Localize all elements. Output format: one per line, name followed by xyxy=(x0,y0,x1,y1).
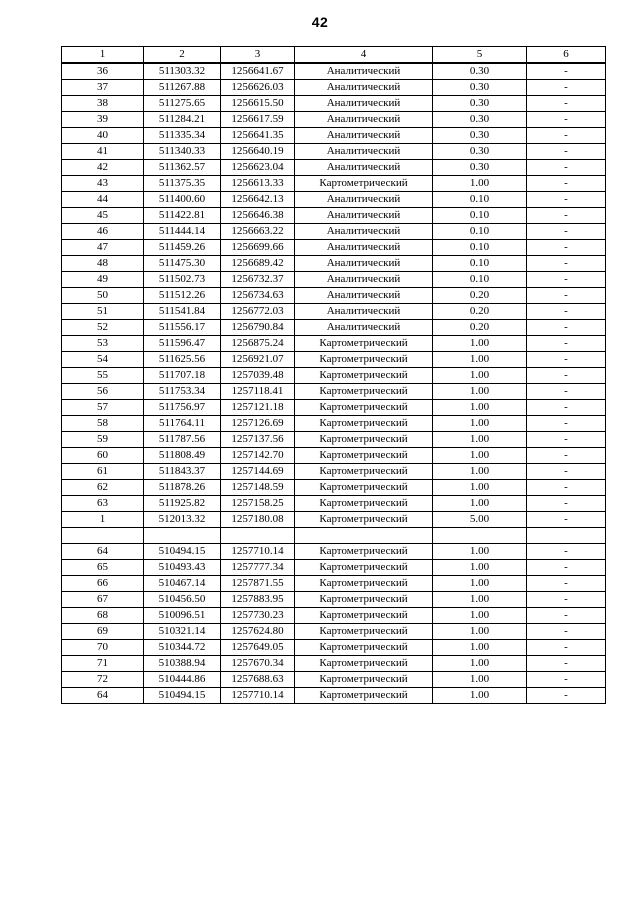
x-coordinate-cell: 511756.97 xyxy=(144,400,221,416)
x-coordinate-cell: 511475.30 xyxy=(144,256,221,272)
y-coordinate-cell: 1257144.69 xyxy=(221,464,295,480)
point-number-cell: 66 xyxy=(62,576,144,592)
note-cell: - xyxy=(527,464,606,480)
method-cell: Картометрический xyxy=(295,560,433,576)
method-cell: Картометрический xyxy=(295,624,433,640)
note-cell: - xyxy=(527,256,606,272)
note-cell: - xyxy=(527,592,606,608)
point-number-cell: 40 xyxy=(62,128,144,144)
y-coordinate-cell: 1257883.95 xyxy=(221,592,295,608)
x-coordinate-cell: 511375.35 xyxy=(144,176,221,192)
note-cell: - xyxy=(527,448,606,464)
method-cell: Картометрический xyxy=(295,416,433,432)
table-header-row xyxy=(62,47,606,64)
method-cell: Аналитический xyxy=(295,80,433,96)
x-coordinate-cell: 511596.47 xyxy=(144,336,221,352)
method-cell: Картометрический xyxy=(295,368,433,384)
note-cell: - xyxy=(527,160,606,176)
method-cell: Аналитический xyxy=(295,192,433,208)
page-number: 42 xyxy=(311,14,329,30)
note-cell: - xyxy=(527,368,606,384)
column-header: 1 xyxy=(62,47,144,64)
point-number-cell: 57 xyxy=(62,400,144,416)
point-number-cell: 64 xyxy=(62,544,144,560)
table-row xyxy=(62,656,606,672)
x-coordinate-cell: 511303.32 xyxy=(144,63,221,80)
table-row xyxy=(62,384,606,400)
point-number-cell: 43 xyxy=(62,176,144,192)
y-coordinate-cell: 1256875.24 xyxy=(221,336,295,352)
x-coordinate-cell: 510444.86 xyxy=(144,672,221,688)
accuracy-cell: 0.10 xyxy=(433,192,527,208)
column-header: 5 xyxy=(433,47,527,64)
y-coordinate-cell: 1257039.48 xyxy=(221,368,295,384)
accuracy-cell: 0.30 xyxy=(433,112,527,128)
note-cell: - xyxy=(527,63,606,80)
y-coordinate-cell: 1257871.55 xyxy=(221,576,295,592)
accuracy-cell: 1.00 xyxy=(433,576,527,592)
table-row xyxy=(62,176,606,192)
method-cell: Картометрический xyxy=(295,672,433,688)
x-coordinate-cell: 511541.84 xyxy=(144,304,221,320)
point-number-cell: 1 xyxy=(62,512,144,528)
point-number-cell: 44 xyxy=(62,192,144,208)
accuracy-cell: 0.10 xyxy=(433,208,527,224)
table-row xyxy=(62,96,606,112)
accuracy-cell: 1.00 xyxy=(433,544,527,560)
x-coordinate-cell: 510344.72 xyxy=(144,640,221,656)
accuracy-cell: 1.00 xyxy=(433,384,527,400)
accuracy-cell: 1.00 xyxy=(433,592,527,608)
y-coordinate-cell: 1257688.63 xyxy=(221,672,295,688)
point-number-cell: 59 xyxy=(62,432,144,448)
point-number-cell: 63 xyxy=(62,496,144,512)
x-coordinate-cell: 510467.14 xyxy=(144,576,221,592)
point-number-cell: 72 xyxy=(62,672,144,688)
accuracy-cell: 0.10 xyxy=(433,240,527,256)
accuracy-cell: 1.00 xyxy=(433,480,527,496)
y-coordinate-cell xyxy=(221,528,295,544)
y-coordinate-cell: 1256663.22 xyxy=(221,224,295,240)
x-coordinate-cell: 511459.26 xyxy=(144,240,221,256)
point-number-cell: 47 xyxy=(62,240,144,256)
method-cell: Картометрический xyxy=(295,352,433,368)
y-coordinate-cell: 1256615.50 xyxy=(221,96,295,112)
note-cell: - xyxy=(527,112,606,128)
note-cell: - xyxy=(527,224,606,240)
method-cell: Картометрический xyxy=(295,640,433,656)
accuracy-cell: 1.00 xyxy=(433,400,527,416)
x-coordinate-cell: 510388.94 xyxy=(144,656,221,672)
method-cell: Картометрический xyxy=(295,496,433,512)
table-body xyxy=(62,63,606,704)
method-cell: Картометрический xyxy=(295,384,433,400)
point-number-cell: 62 xyxy=(62,480,144,496)
x-coordinate-cell xyxy=(144,528,221,544)
table-row xyxy=(62,320,606,336)
note-cell: - xyxy=(527,432,606,448)
point-number-cell: 71 xyxy=(62,656,144,672)
y-coordinate-cell: 1257158.25 xyxy=(221,496,295,512)
y-coordinate-cell: 1257777.34 xyxy=(221,560,295,576)
accuracy-cell: 1.00 xyxy=(433,672,527,688)
method-cell: Аналитический xyxy=(295,63,433,80)
column-header: 6 xyxy=(527,47,606,64)
table-row xyxy=(62,63,606,80)
note-cell: - xyxy=(527,352,606,368)
table-row xyxy=(62,336,606,352)
table-row xyxy=(62,416,606,432)
accuracy-cell: 0.20 xyxy=(433,304,527,320)
point-number-cell xyxy=(62,528,144,544)
method-cell: Аналитический xyxy=(295,256,433,272)
accuracy-cell: 1.00 xyxy=(433,640,527,656)
note-cell: - xyxy=(527,480,606,496)
note-cell: - xyxy=(527,96,606,112)
x-coordinate-cell: 510321.14 xyxy=(144,624,221,640)
x-coordinate-cell: 511843.37 xyxy=(144,464,221,480)
note-cell xyxy=(527,528,606,544)
table-row xyxy=(62,288,606,304)
y-coordinate-cell: 1256641.35 xyxy=(221,128,295,144)
accuracy-cell: 1.00 xyxy=(433,368,527,384)
coordinates-table xyxy=(61,46,606,704)
method-cell: Аналитический xyxy=(295,144,433,160)
point-number-cell: 36 xyxy=(62,63,144,80)
table-row xyxy=(62,640,606,656)
x-coordinate-cell: 511340.33 xyxy=(144,144,221,160)
accuracy-cell: 0.10 xyxy=(433,272,527,288)
note-cell: - xyxy=(527,496,606,512)
x-coordinate-cell: 511753.34 xyxy=(144,384,221,400)
accuracy-cell: 1.00 xyxy=(433,656,527,672)
x-coordinate-cell: 510494.15 xyxy=(144,544,221,560)
accuracy-cell: 1.00 xyxy=(433,560,527,576)
point-number-cell: 60 xyxy=(62,448,144,464)
method-cell: Картометрический xyxy=(295,336,433,352)
accuracy-cell: 1.00 xyxy=(433,448,527,464)
y-coordinate-cell: 1256626.03 xyxy=(221,80,295,96)
point-number-cell: 42 xyxy=(62,160,144,176)
method-cell: Аналитический xyxy=(295,96,433,112)
note-cell: - xyxy=(527,544,606,560)
note-cell: - xyxy=(527,384,606,400)
point-number-cell: 56 xyxy=(62,384,144,400)
note-cell: - xyxy=(527,240,606,256)
table-row xyxy=(62,688,606,704)
accuracy-cell: 1.00 xyxy=(433,608,527,624)
note-cell: - xyxy=(527,608,606,624)
accuracy-cell: 0.30 xyxy=(433,128,527,144)
point-number-cell: 46 xyxy=(62,224,144,240)
point-number-cell: 65 xyxy=(62,560,144,576)
method-cell: Картометрический xyxy=(295,544,433,560)
method-cell: Картометрический xyxy=(295,176,433,192)
table-row xyxy=(62,160,606,176)
table-row xyxy=(62,592,606,608)
x-coordinate-cell: 510493.43 xyxy=(144,560,221,576)
accuracy-cell: 1.00 xyxy=(433,336,527,352)
method-cell xyxy=(295,528,433,544)
table-row xyxy=(62,512,606,528)
x-coordinate-cell: 510096.51 xyxy=(144,608,221,624)
y-coordinate-cell: 1257649.05 xyxy=(221,640,295,656)
point-number-cell: 51 xyxy=(62,304,144,320)
x-coordinate-cell: 510494.15 xyxy=(144,688,221,704)
y-coordinate-cell: 1257180.08 xyxy=(221,512,295,528)
accuracy-cell: 1.00 xyxy=(433,176,527,192)
accuracy-cell: 0.30 xyxy=(433,80,527,96)
y-coordinate-cell: 1257121.18 xyxy=(221,400,295,416)
table-row xyxy=(62,192,606,208)
x-coordinate-cell: 511707.18 xyxy=(144,368,221,384)
note-cell: - xyxy=(527,640,606,656)
point-number-cell: 53 xyxy=(62,336,144,352)
accuracy-cell: 1.00 xyxy=(433,688,527,704)
method-cell: Картометрический xyxy=(295,592,433,608)
table-row xyxy=(62,400,606,416)
table-row xyxy=(62,112,606,128)
point-number-cell: 41 xyxy=(62,144,144,160)
note-cell: - xyxy=(527,320,606,336)
table-row xyxy=(62,352,606,368)
table-row xyxy=(62,528,606,544)
method-cell: Аналитический xyxy=(295,128,433,144)
x-coordinate-cell: 511625.56 xyxy=(144,352,221,368)
note-cell: - xyxy=(527,288,606,304)
note-cell: - xyxy=(527,672,606,688)
y-coordinate-cell: 1256689.42 xyxy=(221,256,295,272)
y-coordinate-cell: 1256617.59 xyxy=(221,112,295,128)
x-coordinate-cell: 511925.82 xyxy=(144,496,221,512)
table-row xyxy=(62,272,606,288)
y-coordinate-cell: 1257118.41 xyxy=(221,384,295,400)
column-header: 3 xyxy=(221,47,295,64)
point-number-cell: 70 xyxy=(62,640,144,656)
y-coordinate-cell: 1257148.59 xyxy=(221,480,295,496)
accuracy-cell xyxy=(433,528,527,544)
accuracy-cell: 0.20 xyxy=(433,320,527,336)
x-coordinate-cell: 511362.57 xyxy=(144,160,221,176)
note-cell: - xyxy=(527,624,606,640)
column-header: 2 xyxy=(144,47,221,64)
accuracy-cell: 5.00 xyxy=(433,512,527,528)
point-number-cell: 48 xyxy=(62,256,144,272)
method-cell: Аналитический xyxy=(295,288,433,304)
x-coordinate-cell: 511284.21 xyxy=(144,112,221,128)
note-cell: - xyxy=(527,304,606,320)
table-row xyxy=(62,560,606,576)
point-number-cell: 49 xyxy=(62,272,144,288)
table-row xyxy=(62,256,606,272)
note-cell: - xyxy=(527,560,606,576)
note-cell: - xyxy=(527,128,606,144)
point-number-cell: 68 xyxy=(62,608,144,624)
table-row xyxy=(62,544,606,560)
method-cell: Картометрический xyxy=(295,432,433,448)
y-coordinate-cell: 1256732.37 xyxy=(221,272,295,288)
x-coordinate-cell: 511878.26 xyxy=(144,480,221,496)
point-number-cell: 52 xyxy=(62,320,144,336)
x-coordinate-cell: 511764.11 xyxy=(144,416,221,432)
y-coordinate-cell: 1257137.56 xyxy=(221,432,295,448)
note-cell: - xyxy=(527,416,606,432)
y-coordinate-cell: 1256772.03 xyxy=(221,304,295,320)
note-cell: - xyxy=(527,576,606,592)
note-cell: - xyxy=(527,656,606,672)
method-cell: Аналитический xyxy=(295,224,433,240)
point-number-cell: 58 xyxy=(62,416,144,432)
x-coordinate-cell: 511502.73 xyxy=(144,272,221,288)
method-cell: Аналитический xyxy=(295,112,433,128)
y-coordinate-cell: 1257730.23 xyxy=(221,608,295,624)
y-coordinate-cell: 1256641.67 xyxy=(221,63,295,80)
x-coordinate-cell: 510456.50 xyxy=(144,592,221,608)
point-number-cell: 54 xyxy=(62,352,144,368)
accuracy-cell: 1.00 xyxy=(433,464,527,480)
method-cell: Картометрический xyxy=(295,512,433,528)
accuracy-cell: 0.20 xyxy=(433,288,527,304)
method-cell: Картометрический xyxy=(295,400,433,416)
method-cell: Аналитический xyxy=(295,320,433,336)
x-coordinate-cell: 511787.56 xyxy=(144,432,221,448)
method-cell: Картометрический xyxy=(295,464,433,480)
note-cell: - xyxy=(527,192,606,208)
point-number-cell: 69 xyxy=(62,624,144,640)
x-coordinate-cell: 511400.60 xyxy=(144,192,221,208)
y-coordinate-cell: 1257710.14 xyxy=(221,688,295,704)
y-coordinate-cell: 1256699.66 xyxy=(221,240,295,256)
accuracy-cell: 1.00 xyxy=(433,432,527,448)
method-cell: Картометрический xyxy=(295,576,433,592)
table-row xyxy=(62,128,606,144)
y-coordinate-cell: 1257142.70 xyxy=(221,448,295,464)
table-row xyxy=(62,496,606,512)
table-row xyxy=(62,672,606,688)
table-row xyxy=(62,576,606,592)
accuracy-cell: 0.30 xyxy=(433,144,527,160)
method-cell: Аналитический xyxy=(295,272,433,288)
table-row xyxy=(62,464,606,480)
point-number-cell: 64 xyxy=(62,688,144,704)
point-number-cell: 67 xyxy=(62,592,144,608)
method-cell: Картометрический xyxy=(295,656,433,672)
y-coordinate-cell: 1256623.04 xyxy=(221,160,295,176)
table-row xyxy=(62,80,606,96)
y-coordinate-cell: 1256640.19 xyxy=(221,144,295,160)
table-row xyxy=(62,624,606,640)
method-cell: Картометрический xyxy=(295,688,433,704)
x-coordinate-cell: 512013.32 xyxy=(144,512,221,528)
point-number-cell: 50 xyxy=(62,288,144,304)
note-cell: - xyxy=(527,144,606,160)
note-cell: - xyxy=(527,512,606,528)
x-coordinate-cell: 511335.34 xyxy=(144,128,221,144)
y-coordinate-cell: 1256921.07 xyxy=(221,352,295,368)
note-cell: - xyxy=(527,272,606,288)
y-coordinate-cell: 1257126.69 xyxy=(221,416,295,432)
method-cell: Картометрический xyxy=(295,608,433,624)
note-cell: - xyxy=(527,688,606,704)
accuracy-cell: 1.00 xyxy=(433,416,527,432)
accuracy-cell: 0.10 xyxy=(433,224,527,240)
point-number-cell: 45 xyxy=(62,208,144,224)
y-coordinate-cell: 1257670.34 xyxy=(221,656,295,672)
accuracy-cell: 0.10 xyxy=(433,256,527,272)
column-header: 4 xyxy=(295,47,433,64)
accuracy-cell: 0.30 xyxy=(433,160,527,176)
method-cell: Аналитический xyxy=(295,160,433,176)
x-coordinate-cell: 511275.65 xyxy=(144,96,221,112)
y-coordinate-cell: 1256613.33 xyxy=(221,176,295,192)
x-coordinate-cell: 511444.14 xyxy=(144,224,221,240)
table-row xyxy=(62,480,606,496)
note-cell: - xyxy=(527,208,606,224)
table-row xyxy=(62,240,606,256)
point-number-cell: 55 xyxy=(62,368,144,384)
method-cell: Картометрический xyxy=(295,448,433,464)
point-number-cell: 39 xyxy=(62,112,144,128)
table-row xyxy=(62,208,606,224)
point-number-cell: 37 xyxy=(62,80,144,96)
y-coordinate-cell: 1256790.84 xyxy=(221,320,295,336)
table-row xyxy=(62,432,606,448)
y-coordinate-cell: 1256734.63 xyxy=(221,288,295,304)
note-cell: - xyxy=(527,80,606,96)
note-cell: - xyxy=(527,336,606,352)
x-coordinate-cell: 511422.81 xyxy=(144,208,221,224)
point-number-cell: 38 xyxy=(62,96,144,112)
x-coordinate-cell: 511556.17 xyxy=(144,320,221,336)
note-cell: - xyxy=(527,400,606,416)
note-cell: - xyxy=(527,176,606,192)
method-cell: Аналитический xyxy=(295,208,433,224)
y-coordinate-cell: 1257710.14 xyxy=(221,544,295,560)
accuracy-cell: 1.00 xyxy=(433,624,527,640)
accuracy-cell: 1.00 xyxy=(433,352,527,368)
table-row xyxy=(62,224,606,240)
method-cell: Аналитический xyxy=(295,240,433,256)
table-row xyxy=(62,368,606,384)
x-coordinate-cell: 511808.49 xyxy=(144,448,221,464)
table-row xyxy=(62,448,606,464)
method-cell: Аналитический xyxy=(295,304,433,320)
x-coordinate-cell: 511512.26 xyxy=(144,288,221,304)
y-coordinate-cell: 1257624.80 xyxy=(221,624,295,640)
x-coordinate-cell: 511267.88 xyxy=(144,80,221,96)
accuracy-cell: 0.30 xyxy=(433,96,527,112)
table-row xyxy=(62,304,606,320)
y-coordinate-cell: 1256642.13 xyxy=(221,192,295,208)
y-coordinate-cell: 1256646.38 xyxy=(221,208,295,224)
point-number-cell: 61 xyxy=(62,464,144,480)
accuracy-cell: 1.00 xyxy=(433,496,527,512)
method-cell: Картометрический xyxy=(295,480,433,496)
table-row xyxy=(62,608,606,624)
table-row xyxy=(62,144,606,160)
accuracy-cell: 0.30 xyxy=(433,63,527,80)
